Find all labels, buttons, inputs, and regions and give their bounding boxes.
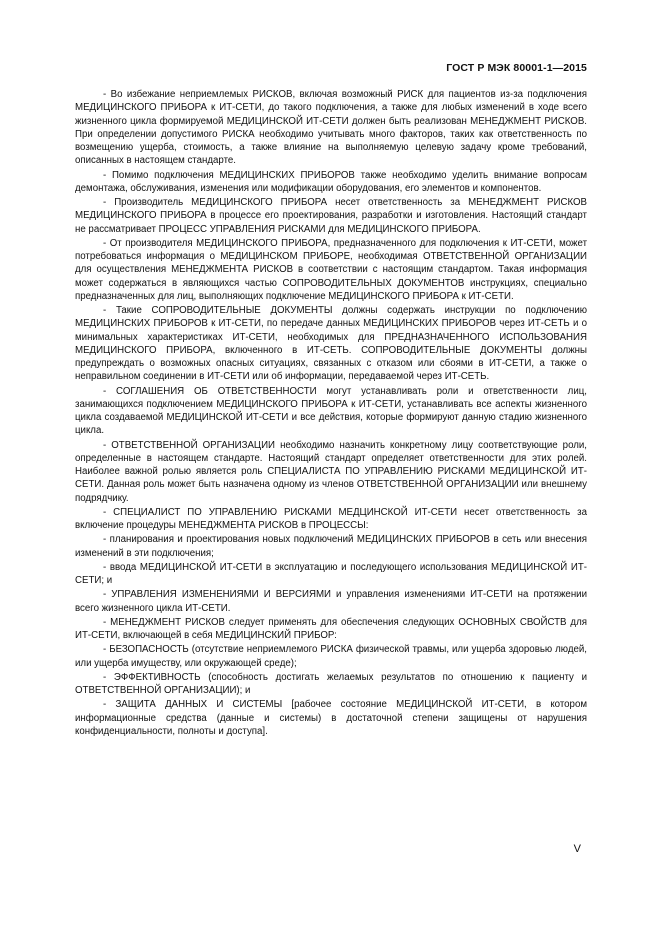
- list-item: - БЕЗОПАСНОСТЬ (отсутствие неприемлемого РИСКА физической травмы, или ущерба здоровью людей, или ущерба имуществу, или окружающей среде);: [75, 644, 587, 669]
- list-item: - планирования и проектирования новых подключений МЕДИЦИНСКИХ ПРИБОРОВ в сеть или внесения изменений в эти подключения;: [75, 534, 587, 559]
- paragraph: - МЕНЕДЖМЕНТ РИСКОВ следует применять для обеспечения следующих ОСНОВНЫХ СВОЙСТВ для ИТ-СЕТИ, включающей в себя МЕДИЦИНСКИЙ ПРИБОР:: [75, 616, 587, 641]
- paragraph: - Помимо подключения МЕДИЦИНСКИХ ПРИБОРОВ также необходимо уделить внимание вопросам демонтажа, обслуживания, изменения или модификации оборудования, его элементов и компонентов.: [75, 169, 587, 194]
- paragraph: - СПЕЦИАЛИСТ ПО УПРАВЛЕНИЮ РИСКАМИ МЕДЦИНСКОЙ ИТ-СЕТИ несет ответственность за включение процедуры МЕНЕДЖМЕНТА РИСКОВ в ПРОЦЕССЫ:: [75, 506, 587, 531]
- list-item: - ЗАЩИТА ДАННЫХ И СИСТЕМЫ [рабочее состояние МЕДИЦИНСКОЙ ИТ-СЕТИ, в котором информационные средства (данные и системы) в достаточной степени защищены от нарушения конфиденциальности, полноты и доступа].: [75, 699, 587, 737]
- paragraph: - Производитель МЕДИЦИНСКОГО ПРИБОРА несет ответственность за МЕНЕДЖМЕНТ РИСКОВ МЕДИЦИНСКОГО ПРИБОРА в процессе его проектирования, разработки и изготовления. Настоящий стандарт не рассматривает ПРОЦЕСС УПРАВЛЕНИЯ РИСКАМИ для МЕДИЦИНСКОГО ПРИБОРА.: [75, 197, 587, 235]
- page-header-standard: ГОСТ Р МЭК 80001-1—2015: [446, 62, 587, 74]
- paragraph: - Во избежание неприемлемых РИСКОВ, включая возможный РИСК для пациентов из-за подключения МЕДИЦИНСКОГО ПРИБОРА к ИТ-СЕТИ, до такого подключения, а также для любых изменений в ходе всего жизненного цикла формируемой МЕДИЦИНСКОЙ ИТ-СЕТИ должен быть реализован МЕНЕДЖМЕНТ РИСКОВ. При определении допустимого РИСКА необходимо учитывать много факторов, таких как ответственность по возмещению ущерба, стоимость, а также влияние на выполняемую целевую задачу кроме требований, описанных в настоящем стандарте.: [75, 89, 587, 167]
- paragraph: - СОГЛАШЕНИЯ ОБ ОТВЕТСТВЕННОСТИ могут устанавливать роли и ответственности лиц, занимающихся подключением МЕДИЦИНСКОГО ПРИБОРА к ИТ-СЕТИ, устанавливать все аспекты жизненного цикла создаваемой МЕДИЦИНСКОЙ ИТ-СЕТИ и все действия, которые формируют данную стадию жизненного цикла.: [75, 385, 587, 437]
- paragraph: - Такие СОПРОВОДИТЕЛЬНЫЕ ДОКУМЕНТЫ должны содержать инструкции по подключению МЕДИЦИНСКИХ ПРИБОРОВ к ИТ-СЕТИ, по передаче данных МЕДИЦИНСКИХ ПРИБОРОВ через ИТ-СЕТЬ и о минимальных характеристиках ИТ-СЕТИ, необходимых для ПРЕДНАЗНАЧЕННОГО ИСПОЛЬЗОВАНИЯ МЕДИЦИНСКОГО ПРИБОРА, включенного в ИТ-СЕТЬ. СОПРОВОДИТЕЛЬНЫЕ ДОКУМЕНТЫ должны предупреждать о возможных опасных ситуациях, связанных с отказом или сбоями в ИТ-СЕТИ, а также о неправильном соединении в ИТ-СЕТИ или об информации, передаваемой через ИТ-СЕТЬ.: [75, 305, 587, 383]
- list-item: - ввода МЕДИЦИНСКОЙ ИТ-СЕТИ в эксплуатацию и последующего использования МЕДИЦИНСКОЙ ИТ-СЕТИ; и: [75, 561, 587, 586]
- page-number: V: [573, 843, 581, 855]
- paragraph: - ОТВЕТСТВЕННОЙ ОРГАНИЗАЦИИ необходимо назначить конкретному лицу соответствующие роли, определенные в настоящем стандарте. Настоящий стандарт определяет ответственности для этих ролей. Наиболее важной ролью является роль СПЕЦИАЛИСТА ПО УПРАВЛЕНИЮ РИСКАМИ МЕДИЦИНСКОЙ ИТ-СЕТИ. Данная роль может быть назначена одному из членов ОТВЕТСТВЕННОЙ ОРГАНИЗАЦИИ или внешнему подрядчику.: [75, 439, 587, 504]
- list-item: - ЭФФЕКТИВНОСТЬ (способность достигать желаемых результатов по отношению к пациенту и ОТВЕТСТВЕННОЙ ОРГАНИЗАЦИИ); и: [75, 671, 587, 696]
- list-item: - УПРАВЛЕНИЯ ИЗМЕНЕНИЯМИ И ВЕРСИЯМИ и управления изменениями ИТ-СЕТИ на протяжении всего жизненного цикла ИТ-СЕТИ.: [75, 589, 587, 614]
- paragraph: - От производителя МЕДИЦИНСКОГО ПРИБОРА, предназначенного для подключения к ИТ-СЕТИ, может потребоваться информация о МЕДИЦИНСКОМ ПРИБОРЕ, необходимая ОТВЕТСТВЕННОЙ ОРГАНИЗАЦИИ для осуществления МЕНЕДЖМЕНТА РИСКОВ в соответствии с настоящим стандартом. Такая информация может содержаться в являющихся частью СОПРОВОДИТЕЛЬНЫХ ДОКУМЕНТОВ инструкциях, специально предназначенных для лиц, выполняющих подключение МЕДИЦИНСКОГО ПРИБОРА к ИТ-СЕТИ.: [75, 237, 587, 302]
- document-body: [75, 88, 587, 739]
